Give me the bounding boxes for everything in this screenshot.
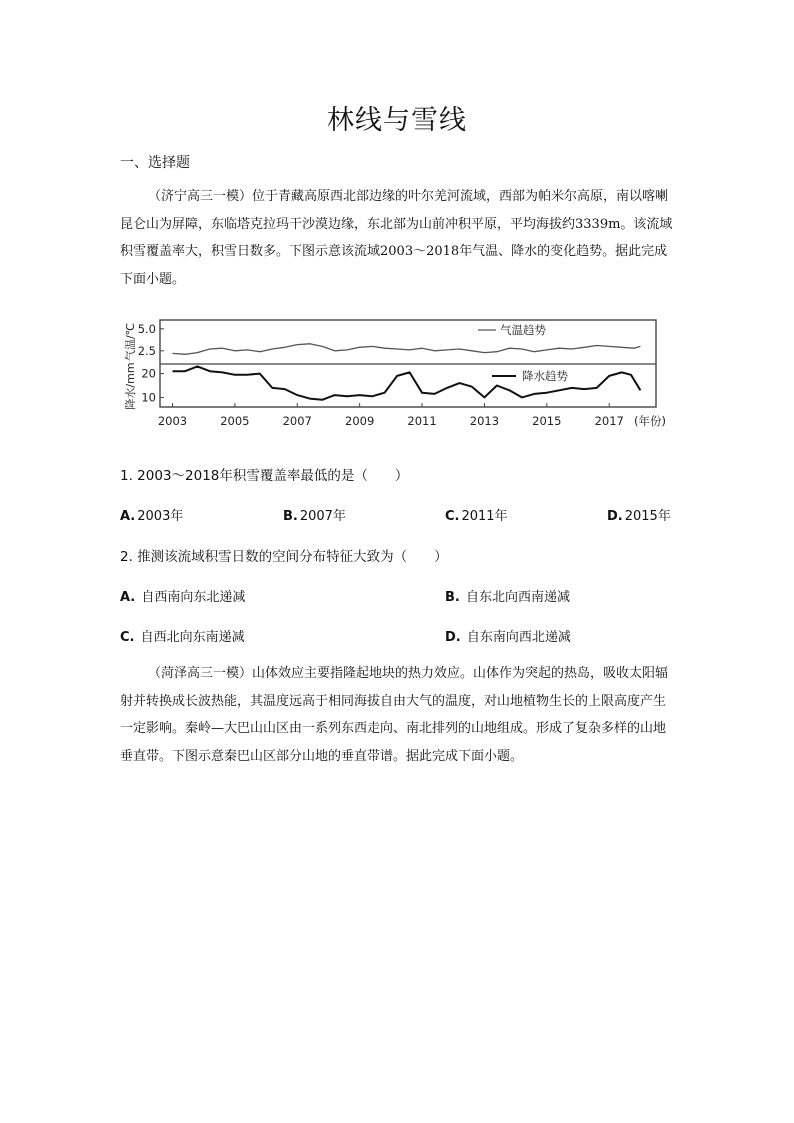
q2-option-a-text: 自西南向东北递减: [141, 590, 246, 605]
passage-2-text: （菏泽高三一模）山体效应主要指隆起地块的热力效应。山体作为突起的热岛，吸收太阳辐射并转换成长波热能，其温度远高于相同海拔自由大气的温度，对山地植物生长的上限高度产生一定影响。秦岭—大巴山山区由一系列东西走向、南北排列的山地组成。形成了复杂多样的山地垂直带。下图示意秦巴山区部分山地的垂直带谱。据此完成下面小题。: [120, 666, 669, 764]
q1-option-c-text: 2011年: [461, 509, 508, 524]
section-heading: 一、选择题: [120, 155, 190, 171]
question-2-stem: 2. 推测该流域积雪日数的空间分布特征大致为（ ）: [120, 549, 448, 565]
q1-option-d[interactable]: [607, 505, 671, 524]
q1-option-a-text: 2003年: [137, 509, 184, 524]
q2-option-d-letter: D.: [445, 630, 461, 645]
q1-option-d-letter: D.: [607, 509, 623, 524]
x-tick-label: 2003: [157, 414, 188, 428]
q1-option-b-text: 2007年: [299, 509, 346, 524]
q2-option-c[interactable]: [120, 626, 245, 645]
series-line-0: [173, 344, 641, 355]
y-tick-label: 2.5: [137, 343, 156, 358]
x-tick-label: 2011: [407, 414, 437, 428]
series-line-1: [173, 366, 641, 399]
x-tick-label: 2007: [282, 414, 312, 428]
passage-1: [120, 183, 676, 293]
x-tick-label: 2005: [220, 414, 250, 428]
x-tick-label: 2013: [469, 414, 500, 428]
x-tick-label: 2009: [345, 414, 375, 428]
q2-option-d[interactable]: [445, 626, 571, 645]
page-title: 林线与雪线: [327, 105, 467, 136]
q2-option-b[interactable]: [445, 586, 570, 605]
y-tick-label: 5.0: [137, 321, 156, 336]
q2-option-d-text: 自东南向西北递减: [466, 630, 571, 645]
x-unit-label: (年份): [634, 414, 666, 428]
q2-option-b-letter: B.: [445, 590, 460, 605]
question-1-stem: 1. 2003～2018年积雪覆盖率最低的是（ ）: [120, 468, 409, 484]
q1-option-c[interactable]: [445, 505, 508, 524]
y-tick-label: 20: [141, 366, 156, 381]
y-axis-title-0: 气温/℃: [124, 322, 137, 362]
q1-option-a[interactable]: [120, 505, 183, 524]
q2-option-c-text: 自西北向东南递减: [140, 630, 245, 645]
q1-option-b-letter: B.: [283, 509, 298, 524]
q2-option-b-text: 自东北向西南递减: [466, 590, 571, 605]
temperature-precipitation-chart: [120, 312, 680, 434]
passage-1-text: （济宁高三一模）位于青藏高原西北部边缘的叶尔羌河流域，西部为帕米尔高原，南以喀喇昆仑山为屏障，东临塔克拉玛干沙漠边缘，东北部为山前冲积平原，平均海拔约3339m。该流域积雪覆盖率大，积雪日数多。下图示意该流域2003～2018年气温、降水的变化趋势。据此完成下面小题。: [120, 189, 673, 287]
q1-option-a-letter: A.: [120, 509, 136, 524]
q1-option-c-letter: C.: [445, 509, 460, 524]
q2-option-a[interactable]: [120, 586, 245, 605]
q2-option-a-letter: A.: [120, 590, 136, 605]
passage-2: [120, 660, 676, 770]
legend-label-0: 气温趋势: [500, 323, 546, 337]
x-tick-label: 2015: [532, 414, 562, 428]
y-axis-title-1: 降水/mm: [124, 362, 137, 410]
q2-option-c-letter: C.: [120, 630, 135, 645]
q1-option-d-text: 2015年: [624, 509, 671, 524]
q1-option-b[interactable]: [283, 505, 346, 524]
x-tick-label: 2017: [594, 414, 624, 428]
legend-label-1: 降水趋势: [522, 369, 568, 383]
y-tick-label: 10: [141, 390, 156, 405]
